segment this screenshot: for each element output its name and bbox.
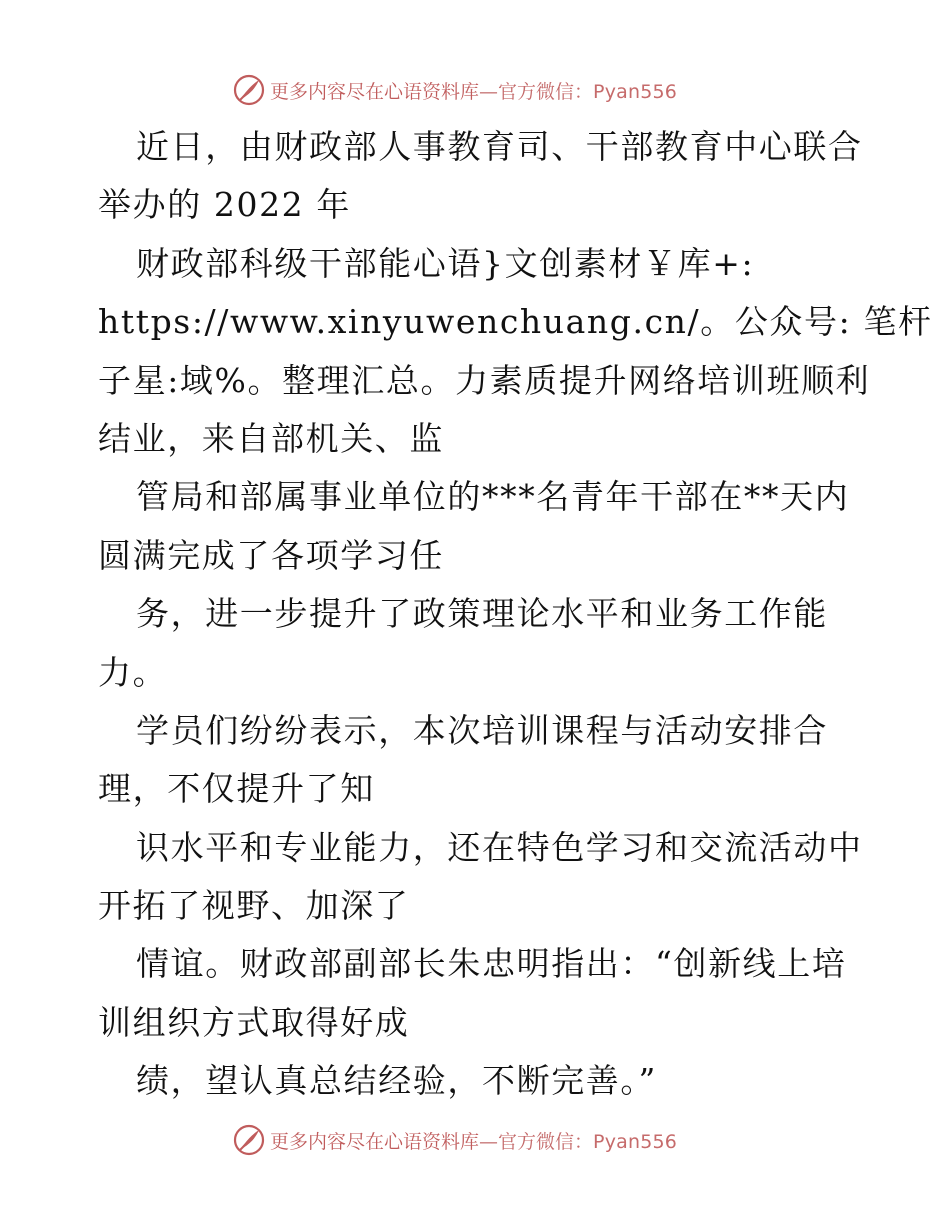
watermark-brand: 更多内容尽在心语资料库 bbox=[270, 1130, 480, 1153]
text-line: 训组织方式取得好成 bbox=[98, 1002, 410, 1042]
watermark-dash: — bbox=[479, 1130, 499, 1153]
text-line: 圆满完成了各项学习任 bbox=[98, 535, 444, 575]
text-line: 近日，由财政部人事教育司、干部教育中心联合 bbox=[136, 127, 863, 166]
text-line: 情谊。财政部副部长朱忠明指出：“创新线上培 bbox=[136, 944, 847, 984]
text-line: 绩，望认真总结经验，不断完善。” bbox=[136, 1061, 657, 1101]
text-line: 务，进一步提升了政策理论水平和业务工作能 bbox=[136, 594, 828, 634]
watermark-wechat-id: Pyan556 bbox=[593, 80, 678, 103]
text-line: 子星:域%。整理汇总。力素质提升网络培训班顺利 bbox=[98, 360, 871, 400]
feather-pen-logo-icon bbox=[232, 1123, 266, 1157]
watermark-text bbox=[270, 1127, 677, 1154]
text-line: 理，不仅提升了知 bbox=[98, 769, 375, 809]
watermark-wechat-label: 官方微信： bbox=[498, 1130, 594, 1153]
watermark-text bbox=[270, 77, 677, 104]
watermark-wechat-id: Pyan556 bbox=[593, 1130, 678, 1153]
feather-pen-logo-icon bbox=[232, 73, 266, 107]
document-body bbox=[98, 118, 933, 1111]
text-line: 结业，来自部机关、监 bbox=[98, 418, 444, 458]
text-line: 开拓了视野、加深了 bbox=[98, 886, 410, 926]
header-watermark bbox=[232, 70, 752, 110]
watermark-wechat-label: 官方微信： bbox=[498, 80, 594, 103]
watermark-dash: — bbox=[479, 80, 499, 103]
text-line: 举办的 2022 年 bbox=[98, 185, 351, 225]
text-line: 管局和部属事业单位的***名青年干部在**天内 bbox=[136, 477, 850, 517]
text-line: 学员们纷纷表示，本次培训课程与活动安排合 bbox=[136, 710, 828, 750]
watermark-brand: 更多内容尽在心语资料库 bbox=[270, 80, 480, 103]
text-line: 识水平和专业能力，还在特色学习和交流活动中 bbox=[136, 827, 863, 867]
text-line: 财政部科级干部能心语}文创素材￥库+: bbox=[136, 243, 755, 283]
footer-watermark bbox=[232, 1120, 752, 1160]
text-line: 力。 bbox=[98, 652, 168, 692]
text-line: https://www.xinyuwenchuang.cn/。公众号: 笔杆 bbox=[98, 302, 933, 342]
